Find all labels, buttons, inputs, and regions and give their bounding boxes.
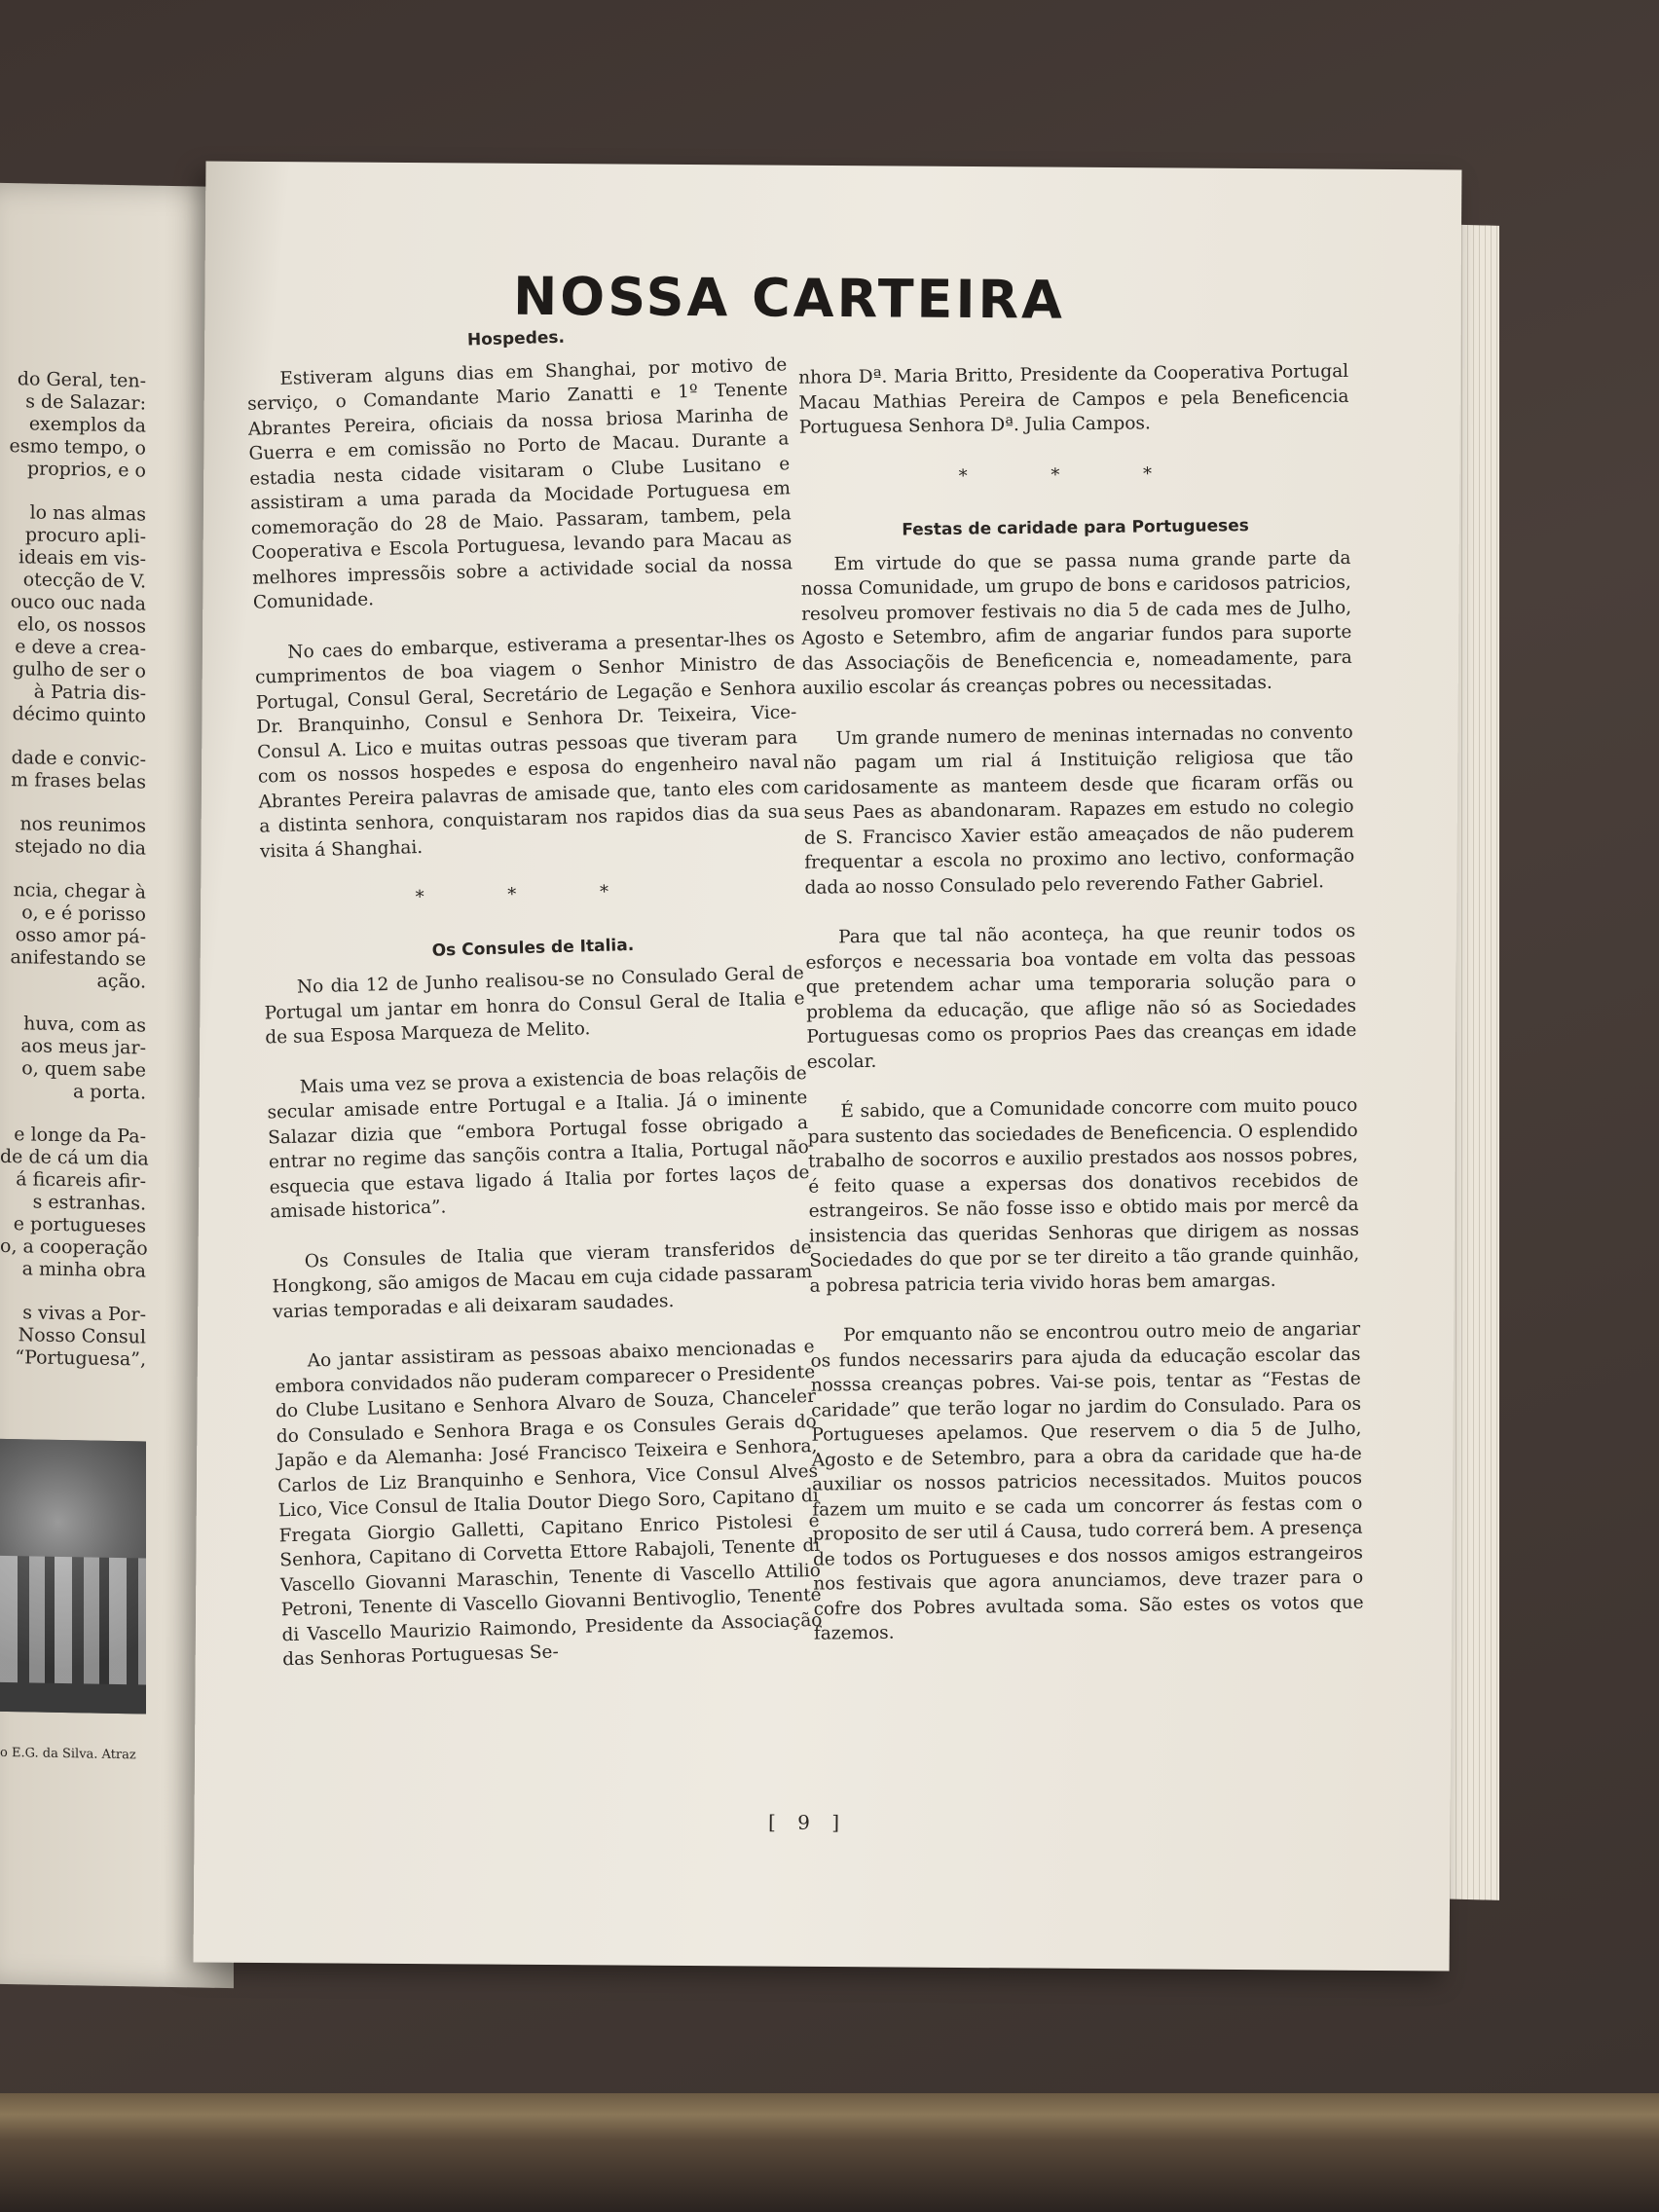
heading-consules: Os Consules de Italia. — [431, 935, 635, 961]
left-line: nos reunimos — [19, 813, 146, 837]
left-line: a minha obra — [21, 1258, 146, 1282]
page-number: [ 9 ] — [767, 1810, 848, 1835]
desk-edge — [0, 2093, 1659, 2212]
left-line: lo nas almas — [29, 501, 146, 526]
festas-paragraph-3: Para que tal não aconteça, ha que reunir todos os esforços e necessaria boa vontade em volta das pessoas que pretendem achar uma temporaria solução para o problema da educação, que aflige não só as Sociedades Portuguesas como os proprios Paes das creanças em idade escolar. — [805, 920, 1357, 1073]
left-line: osso amor pá- — [15, 924, 146, 948]
left-line: stejado no dia — [15, 835, 146, 860]
heading-hospedes: Hospedes. — [466, 327, 566, 350]
left-lines-i — [0, 1302, 146, 1372]
left-lines-g — [0, 1124, 149, 1216]
left-lines-e — [0, 879, 146, 994]
festas-paragraph-2: Um grande numero de meninas internadas no convento não pagam um rial á Instituição religiosa que tão caridosamente as manteem desde que ficaram orfãs ou seus Paes as abandonaram. Rapazes em estudo no colegio de S. Francisco Xavier estão ameaçados de não puderem frequentar a escola no proximo ano lectivo, conformação dada ao nosso Consulado pelo reverendo Father Gabriel. — [802, 721, 1355, 899]
festas-paragraph-4: É sabido, que a Comunidade concorre com muito pouco para sustento das sociedades de Beneficencia. O esplendido trabalho de socorros e auxilio prestados aos nossos pobres, é feito quase a expersas dos donativos recebidos de estrangeiros. Se não fosse isso e obtido mais por mercê da insistencia das queridas Senhoras que dirigem as nossas Sociedades do que por se ter direito a tão grande quinhão, a pobresa patricia teria vivido horas bem amargas. — [807, 1094, 1360, 1297]
section-separator: * * * — [958, 462, 1192, 487]
left-lines-b — [0, 501, 146, 728]
left-line: ncia, chegar à — [13, 879, 146, 903]
left-line: m frases belas — [11, 769, 146, 793]
left-line: procuro apli- — [24, 524, 146, 548]
consules-paragraph-1: No dia 12 de Junho realisou-se no Consulado Geral de Portugal um jantar em honra do Consul Geral de Italia e de sua Esposa Marqueza de Melito. — [264, 963, 805, 1049]
photo-figures — [0, 1556, 146, 1685]
left-line: s vivas a Por- — [22, 1302, 146, 1326]
left-gap — [0, 480, 146, 504]
left-line: e longe da Pa- — [14, 1124, 146, 1148]
left-gap — [0, 1102, 146, 1126]
left-line: ouco ouc nada — [10, 591, 146, 615]
left-page-photo — [0, 1439, 146, 1714]
left-line: décimo quinto — [12, 703, 146, 727]
left-gap — [0, 792, 146, 816]
consules-paragraph-4: Ao jantar assistiram as pessoas abaixo mencionadas e embora convidados não puderam comparecer o Presidente do Clube Lusitano e Senhora Alvaro de Souza, Chanceler do Consulado e Senhora Braga e os Consules Gerais do Japão e da Alemanha: José Francisco Teixeira e Senhora, Carlos de Liz Branquinho e Senhora, Vice Consul Alves Lico, Vice Consul de Italia Doutor Diego Soro, Capitano di Fregata Giorgio Galletti, Capitano Enrico Pistolesi e Senhora, Capitano di Corvetta Ettore Rabajoli, Tenente di Vascello Giovanni Maraschin, Tenente di Vascello Attilio Petroni, Tenente di Vascello Giovanni Bentivoglio, Tenente di Vascello Maurizio Raimondo, Presidente da Associação das Senhoras Portuguesas Se- — [275, 1336, 823, 1671]
left-line: anifestando se — [10, 946, 146, 971]
left-line: aos meus jar- — [20, 1035, 146, 1059]
page-title: NOSSA CARTEIRA — [512, 265, 1066, 331]
left-line: á ficareis afir- — [16, 1168, 146, 1193]
left-line: s de Salazar: — [25, 390, 146, 415]
left-lines-f — [0, 1013, 146, 1105]
left-line: e portugueses — [13, 1213, 146, 1237]
left-line: e deve a crea- — [15, 636, 146, 660]
left-line: a porta. — [72, 1081, 146, 1104]
left-line: huva, com as — [23, 1013, 146, 1037]
left-line: à Patria dis- — [33, 681, 146, 705]
left-line: o, a cooperação — [0, 1235, 148, 1260]
left-line: otecção de V. — [22, 569, 146, 593]
left-lines-d — [0, 813, 146, 861]
consules-paragraph-4-continued: nhora Dª. Maria Britto, Presidente da Cooperativa Portugal Macau Mathias Pereira de Campos e pela Beneficencia Portuguesa Senhora Dª. Julia Campos. — [798, 360, 1349, 438]
left-line: elo, os nossos — [17, 613, 146, 638]
left-line: o, e é porisso — [21, 902, 146, 926]
main-page — [194, 162, 1462, 1972]
consules-paragraph-2: Mais uma vez se prova a existencia de boas relaçõis de secular amisade entre Portugal e a Italia. Já o iminente Salazar dizia que “embora Portugal fosse obrigado a entrar no regime das sançõis contra a Italia, Portugal não esquecia que estava ligado á Italia por fortes laços de amisade historica”. — [267, 1062, 810, 1223]
left-line: Nosso Consul — [18, 1324, 146, 1348]
left-gap — [0, 991, 146, 1015]
consules-paragraph-3: Os Consules de Italia que vieram transferidos de Hongkong, são amigos de Macau em cuja cidade passaram varias temporadas e ali deixaram saudades. — [272, 1236, 813, 1322]
left-gap — [0, 1280, 146, 1305]
left-line: o, quem sabe — [21, 1057, 146, 1082]
left-line: gulho de ser o — [12, 658, 146, 682]
section-separator: * * * — [415, 880, 648, 908]
left-lines-c — [0, 747, 146, 794]
left-line: esmo tempo, o — [9, 435, 146, 460]
hospedes-paragraph-1: Estiveram alguns dias em Shanghai, por motivo de serviço, o Comandante Mario Zanatti e 1º Tenente Abrantes Pereira, oficiais da nossa briosa Marinha de Guerra e em comissão no Porto de Macau. Durante a estadia nesta cidade visitaram o Clube Lusitano e assistiram a uma parada da Mocidade Portuguesa em comemoração do 28 de Maio. Passaram, tambem, pela Cooperativa e Escola Portuguesa, levando para Macau as melhores impressõis sobre a actividade social da nossa Comunidade. — [246, 353, 793, 613]
left-lines-h — [0, 1213, 146, 1283]
photo-caption: o E.G. da Silva. Atraz — [0, 1745, 136, 1763]
left-line: do Geral, ten- — [17, 368, 146, 392]
left-line: de de cá um dia — [0, 1145, 149, 1170]
left-gap — [0, 858, 146, 882]
left-line: proprios, e o — [27, 458, 146, 482]
left-line: s estranhas. — [32, 1191, 146, 1215]
hospedes-paragraph-2: No caes do embarque, estiverama a presentar-lhes os cumprimentos de boa viagem o Senhor Ministro de Portugal, Consul Geral, Secretário de Legação e Senhora Dr. Branquinho, Consul e Senhora Dr. Teixeira, Vice-Consul A. Lico e muitas outras pessoas que tiveram para com os nossos hospedes e esposa do engenheiro naval Abrantes Pereira palavras de amisade que, tanto eles com a distinta senhora, conquistaram nos rapidos dias da sua visita á Shanghai. — [254, 627, 800, 863]
left-gap — [0, 725, 146, 750]
left-column — [245, 319, 824, 1697]
festas-paragraph-5: Por emquanto não se encontrou outro meio de angariar os fundos necessarirs para ajuda da educação escolar das nosssa creanças pobres. Vai-se pois, tentar as “Festas de caridade” que terão logar no jardim do Consulado. Para os Portugueses apelamos. Que reservem o dia 5 de Julho, Agosto e de Setembro, para a obra da caridade que ha-de auxiliar os nossos patricios necessitados. Muitos poucos fazem um muito e se cada um concorrer ás festas com o proposito de ser util á Causa, tudo correrá bem. A presença de todos os Portugueses e dos nossos amigos estrangeiros nos festivais que agora anunciamos, deve trazer para o cofre dos Pobres avultada soma. São estes os votos que fazemos. — [810, 1318, 1364, 1644]
left-line: ideais em vis- — [18, 546, 146, 571]
left-line: dade e convic- — [11, 747, 146, 771]
festas-paragraph-1: Em virtude do que se passa numa grande parte da nossa Comunidade, um grupo de bons e caridosos patricios, resolveu promover festivais no dia 5 de cada mes de Julho, Agosto e Setembro, afim de angariar fundos para suporte das Associaçõis de Beneficencia e, nomeadamente, para auxilio escolar ás creanças pobres ou necessitadas. — [800, 547, 1352, 699]
left-line: ação. — [96, 970, 146, 993]
left-page-text — [0, 368, 149, 1372]
right-column — [798, 359, 1364, 1672]
heading-festas: Festas de caridade para Portugueses — [902, 516, 1249, 540]
left-line: “Portuguesa”, — [15, 1346, 146, 1371]
left-lines-a — [0, 368, 146, 483]
left-line: exemplos da — [28, 413, 146, 437]
